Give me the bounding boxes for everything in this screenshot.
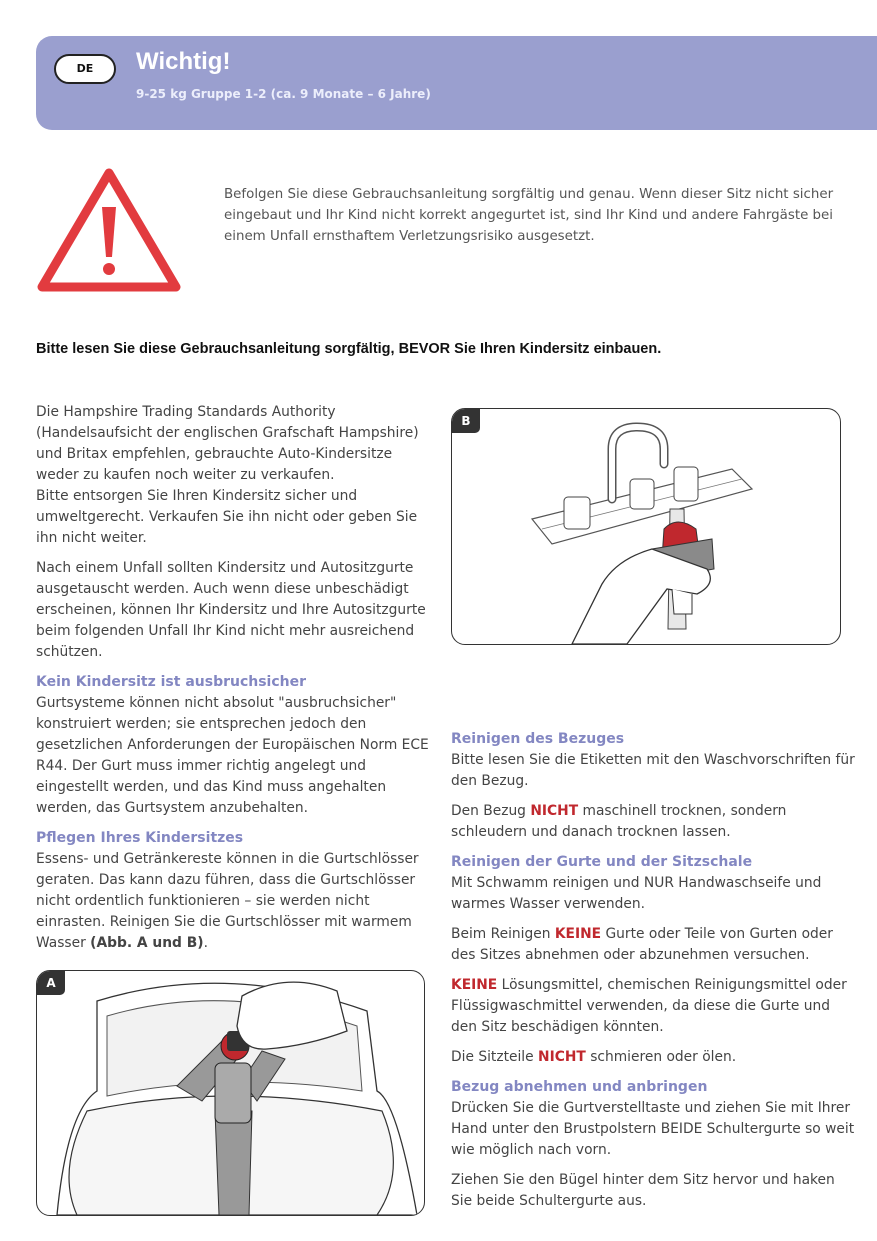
paragraph — [451, 801, 856, 843]
page-subtitle: 9-25 kg Gruppe 1-2 (ca. 9 Monate – 6 Jahre) — [136, 87, 431, 101]
figure-label-a: A — [37, 971, 65, 995]
paragraph-text: Gurte oder Teile von Gurten oder des Sitzes abnehmen oder abzunehmen versuchen. — [451, 926, 833, 963]
paragraph-text: Essens- und Getränkereste können in die Gurtschlösser geraten. Das kann dazu führen, dass die Gurtschlösser nicht ordentlich funktionieren – sie werden nicht einrasten. Reinigen Sie die Gurtschlösser mit warmem Wasser — [36, 851, 419, 951]
language-badge: DE — [54, 54, 116, 84]
paragraph-text: Beim Reinigen — [451, 926, 551, 942]
paragraph — [451, 975, 856, 1038]
right-column — [451, 729, 856, 1221]
header-banner — [36, 36, 877, 130]
figure-a-illustration — [36, 970, 425, 1216]
section-heading: Bezug abnehmen und anbringen — [451, 1079, 708, 1095]
faucet-cleaning-illustration — [452, 409, 840, 644]
warning-triangle-icon — [36, 165, 182, 295]
figure-label-b: B — [452, 409, 480, 433]
paragraph-text: . — [203, 935, 208, 951]
paragraph — [451, 1047, 856, 1068]
paragraph: Drücken Sie die Gurtverstelltaste und ziehen Sie mit Ihrer Hand unter den Brustpolstern BEIDE Schultergurte so weit wie möglich nach vorn. — [451, 1100, 855, 1158]
paragraph: Gurtsysteme können nicht absolut "ausbruchsicher" konstruiert werden; sie entsprechen jedoch den gesetzlichen Anforderungen der Europäischen Norm ECE R44. Der Gurt muss immer richtig angelegt und eingestellt werden, und das Kind muss angehalten werden, das Gurtsystem anzubehalten. — [36, 695, 429, 816]
section-heading: Pflegen Ihres Kindersitzes — [36, 830, 244, 846]
emphasis: NICHT — [538, 1049, 586, 1065]
read-before-install-notice: Bitte lesen Sie diese Gebrauchsanleitung sorgfältig, BEVOR Sie Ihren Kindersitz einbauen. — [36, 341, 662, 357]
paragraph-text: Die Hampshire Trading Standards Authority (Handelsaufsicht der englischen Grafschaft Hampshire) und Britax empfehlen, gebrauchte Auto-Kindersitze weder zu kaufen noch weiter zu verkaufen. — [36, 404, 419, 483]
emphasis: KEINE — [451, 977, 498, 993]
emphasis: KEINE — [554, 926, 602, 942]
paragraph-text: Bitte entsorgen Sie Ihren Kindersitz sicher und umweltgerecht. Verkaufen Sie ihn nicht oder geben Sie ihn nicht weiter. — [36, 488, 418, 546]
figure-b-illustration — [451, 408, 841, 645]
paragraph — [36, 849, 436, 954]
intro-text: Befolgen Sie diese Gebrauchsanleitung sorgfältig und genau. Wenn dieser Sitz nicht sicher eingebaut und Ihr Kind nicht korrekt angegurtet ist, sind Ihr Kind und andere Fahrgäste bei einem Unfall ernsthaftem Verletzungsrisiko ausgesetzt. — [224, 187, 834, 244]
section-heading: Reinigen des Bezuges — [451, 731, 625, 747]
paragraph: Ziehen Sie den Bügel hinter dem Sitz hervor und haken Sie beide Schultergurte aus. — [451, 1172, 835, 1209]
paragraph: Bitte lesen Sie die Etiketten mit den Waschvorschriften für den Bezug. — [451, 752, 855, 789]
paragraph-text: Lösungsmittel, chemischen Reinigungsmittel oder Flüssigwaschmittel verwenden, da diese die Gurte und den Sitz beschädigen könnten. — [451, 977, 847, 1035]
paragraph-text: Die Sitzteile — [451, 1049, 534, 1065]
paragraph — [451, 924, 856, 966]
section-heading: Kein Kindersitz ist ausbruchsicher — [36, 674, 307, 690]
paragraph-text: Den Bezug — [451, 803, 526, 819]
page-title: Wichtig! — [136, 48, 231, 75]
paragraph: Nach einem Unfall sollten Kindersitz und Autositzgurte ausgetauscht werden. Auch wenn diese unbeschädigt erscheinen, können Ihr Kindersitz und Ihre Autositzgurte beim folgenden Unfall Ihr Kind nicht mehr ausreichend schützen. — [36, 560, 426, 660]
figure-reference: (Abb. A und B) — [90, 935, 204, 951]
paragraph: Mit Schwamm reinigen und NUR Handwaschseife und warmes Wasser verwenden. — [451, 875, 822, 912]
section-heading: Reinigen der Gurte und der Sitzschale — [451, 854, 753, 870]
buckle-cleaning-illustration — [37, 971, 424, 1215]
paragraph — [36, 402, 436, 549]
paragraph-text: schmieren oder ölen. — [590, 1049, 737, 1065]
left-column — [36, 402, 436, 963]
paragraph-text: maschinell trocknen, sondern schleudern und danach trocknen lassen. — [451, 803, 787, 840]
emphasis: NICHT — [530, 803, 579, 819]
